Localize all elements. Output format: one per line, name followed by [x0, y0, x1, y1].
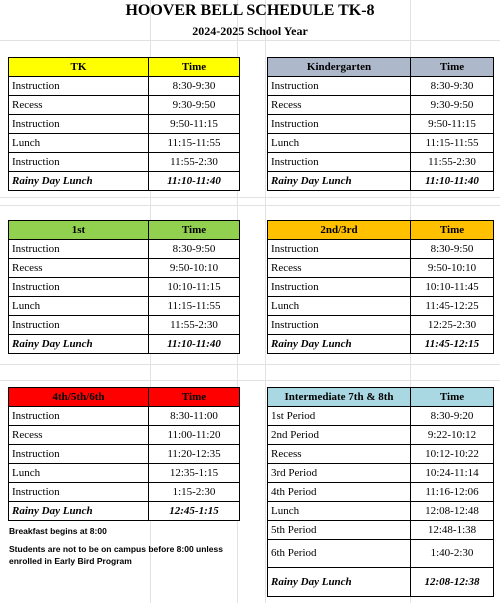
table-row — [268, 96, 494, 115]
time-cell: 11:55-2:30 — [149, 316, 240, 335]
time-cell: 10:10-11:15 — [149, 278, 240, 297]
grade-header: TK — [9, 58, 149, 77]
activity-cell: Recess — [9, 259, 149, 278]
rainy-day-label: Rainy Day Lunch — [9, 172, 149, 191]
activity-cell: Instruction — [9, 483, 149, 502]
table-row — [9, 115, 240, 134]
time-header: Time — [149, 221, 240, 240]
time-cell: 12:35-1:15 — [149, 464, 240, 483]
time-cell: 9:30-9:50 — [411, 96, 494, 115]
activity-cell: Lunch — [9, 134, 149, 153]
time-cell: 9:50-11:15 — [149, 115, 240, 134]
table-row — [268, 115, 494, 134]
rainy-day-row — [9, 502, 240, 521]
time-cell: 9:30-9:50 — [149, 96, 240, 115]
table-row — [268, 153, 494, 172]
activity-cell: 1st Period — [268, 407, 411, 426]
table-row — [9, 445, 240, 464]
table-row — [9, 464, 240, 483]
table-row — [9, 240, 240, 259]
grid-line — [0, 40, 500, 41]
grid-line — [0, 197, 500, 198]
rainy-day-label: Rainy Day Lunch — [268, 335, 411, 354]
table-header-row — [268, 58, 494, 77]
second-third-schedule-table — [267, 220, 494, 354]
time-cell: 8:30-9:30 — [411, 77, 494, 96]
fourth-sixth-schedule-table — [8, 387, 240, 521]
activity-cell: 4th Period — [268, 483, 411, 502]
table-header-row — [9, 388, 240, 407]
activity-cell: Recess — [268, 445, 411, 464]
rainy-day-row — [268, 335, 494, 354]
time-cell: 8:30-11:00 — [149, 407, 240, 426]
table-row — [268, 502, 494, 521]
table-row — [268, 297, 494, 316]
table-row — [268, 134, 494, 153]
page-title: HOOVER BELL SCHEDULE TK-8 — [125, 2, 375, 19]
time-cell: 11:16-12:06 — [411, 483, 494, 502]
activity-cell: Lunch — [268, 502, 411, 521]
time-cell: 11:55-2:30 — [411, 153, 494, 172]
time-cell: 12:48-1:38 — [411, 521, 494, 540]
activity-cell: Instruction — [9, 278, 149, 297]
table-row — [9, 153, 240, 172]
grade-header: 2nd/3rd — [268, 221, 411, 240]
rainy-day-label: Rainy Day Lunch — [9, 502, 149, 521]
time-header: Time — [411, 388, 494, 407]
rainy-day-row — [268, 568, 494, 597]
time-cell: 9:50-10:10 — [149, 259, 240, 278]
breakfast-note: Breakfast begins at 8:00 — [9, 526, 107, 536]
time-cell: 11:00-11:20 — [149, 426, 240, 445]
activity-cell: Instruction — [9, 77, 149, 96]
activity-cell: Recess — [268, 96, 411, 115]
rainy-day-time: 12:45-1:15 — [149, 502, 240, 521]
table-row — [9, 278, 240, 297]
rainy-day-time: 11:10-11:40 — [149, 172, 240, 191]
activity-cell: Instruction — [9, 407, 149, 426]
grade-header: 4th/5th/6th — [9, 388, 149, 407]
time-cell: 8:30-9:50 — [411, 240, 494, 259]
activity-cell: Recess — [268, 259, 411, 278]
activity-cell: Instruction — [9, 316, 149, 335]
activity-cell: Instruction — [9, 115, 149, 134]
table-row — [268, 521, 494, 540]
time-cell: 11:45-12:25 — [411, 297, 494, 316]
kindergarten-schedule-table — [267, 57, 494, 191]
time-cell: 10:12-10:22 — [411, 445, 494, 464]
time-cell: 1:40-2:30 — [411, 540, 494, 568]
rainy-day-row — [9, 172, 240, 191]
tk-schedule-table — [8, 57, 240, 191]
time-cell: 10:24-11:14 — [411, 464, 494, 483]
table-row — [268, 278, 494, 297]
time-cell: 12:25-2:30 — [411, 316, 494, 335]
table-row — [268, 464, 494, 483]
rainy-day-row — [9, 335, 240, 354]
time-cell: 11:20-12:35 — [149, 445, 240, 464]
activity-cell: Instruction — [268, 153, 411, 172]
table-row — [268, 483, 494, 502]
time-cell: 8:30-9:20 — [411, 407, 494, 426]
first-grade-schedule-table — [8, 220, 240, 354]
table-row — [268, 240, 494, 259]
time-header: Time — [411, 58, 494, 77]
time-cell: 1:15-2:30 — [149, 483, 240, 502]
time-cell: 11:15-11:55 — [149, 297, 240, 316]
rainy-day-label: Rainy Day Lunch — [268, 568, 411, 597]
activity-cell: Instruction — [268, 316, 411, 335]
time-cell: 8:30-9:30 — [149, 77, 240, 96]
activity-cell: 3rd Period — [268, 464, 411, 483]
activity-cell: Instruction — [268, 115, 411, 134]
table-row — [268, 445, 494, 464]
table-row — [268, 540, 494, 568]
activity-cell: Instruction — [9, 445, 149, 464]
time-header: Time — [411, 221, 494, 240]
rainy-day-time: 11:45-12:15 — [411, 335, 494, 354]
table-header-row — [9, 221, 240, 240]
table-row — [268, 407, 494, 426]
activity-cell: Recess — [9, 426, 149, 445]
table-header-row — [9, 58, 240, 77]
table-row — [268, 259, 494, 278]
table-row — [9, 134, 240, 153]
activity-cell: Recess — [9, 96, 149, 115]
table-row — [268, 426, 494, 445]
table-row — [9, 297, 240, 316]
table-row — [9, 407, 240, 426]
time-cell: 11:55-2:30 — [149, 153, 240, 172]
rainy-day-label: Rainy Day Lunch — [268, 172, 411, 191]
rainy-day-time: 12:08-12:38 — [411, 568, 494, 597]
time-cell: 11:15-11:55 — [149, 134, 240, 153]
grid-line — [0, 205, 500, 206]
time-cell: 12:08-12:48 — [411, 502, 494, 521]
time-cell: 8:30-9:50 — [149, 240, 240, 259]
table-row — [268, 77, 494, 96]
table-header-row — [268, 388, 494, 407]
time-cell: 9:22-10:12 — [411, 426, 494, 445]
rainy-day-label: Rainy Day Lunch — [9, 335, 149, 354]
time-header: Time — [149, 388, 240, 407]
intermediate-schedule-table — [267, 387, 494, 597]
rainy-day-time: 11:10-11:40 — [149, 335, 240, 354]
table-row — [9, 77, 240, 96]
time-cell: 11:15-11:55 — [411, 134, 494, 153]
grid-line — [0, 380, 500, 381]
activity-cell: 2nd Period — [268, 426, 411, 445]
table-row — [9, 259, 240, 278]
rainy-day-row — [268, 172, 494, 191]
activity-cell: 5th Period — [268, 521, 411, 540]
table-header-row — [268, 221, 494, 240]
time-cell: 9:50-11:15 — [411, 115, 494, 134]
table-row — [268, 316, 494, 335]
activity-cell: Lunch — [9, 297, 149, 316]
table-row — [9, 316, 240, 335]
grade-header: 1st — [9, 221, 149, 240]
activity-cell: Lunch — [268, 134, 411, 153]
page-subtitle: 2024-2025 School Year — [192, 24, 308, 38]
table-row — [9, 483, 240, 502]
grid-line — [265, 0, 266, 603]
activity-cell: Instruction — [268, 77, 411, 96]
activity-cell: Instruction — [9, 240, 149, 259]
activity-cell: Instruction — [268, 240, 411, 259]
activity-cell: Lunch — [9, 464, 149, 483]
rainy-day-time: 11:10-11:40 — [411, 172, 494, 191]
time-cell: 9:50-10:10 — [411, 259, 494, 278]
activity-cell: Instruction — [9, 153, 149, 172]
activity-cell: Instruction — [268, 278, 411, 297]
table-row — [9, 426, 240, 445]
grid-line — [0, 364, 500, 365]
activity-cell: 6th Period — [268, 540, 411, 568]
activity-cell: Lunch — [268, 297, 411, 316]
campus-arrival-note: Students are not to be on campus before 8:00 unless enrolled in Early Bird Program — [9, 544, 223, 566]
table-row — [9, 96, 240, 115]
grade-header: Kindergarten — [268, 58, 411, 77]
grade-header: Intermediate 7th & 8th — [268, 388, 411, 407]
time-cell: 10:10-11:45 — [411, 278, 494, 297]
time-header: Time — [149, 58, 240, 77]
